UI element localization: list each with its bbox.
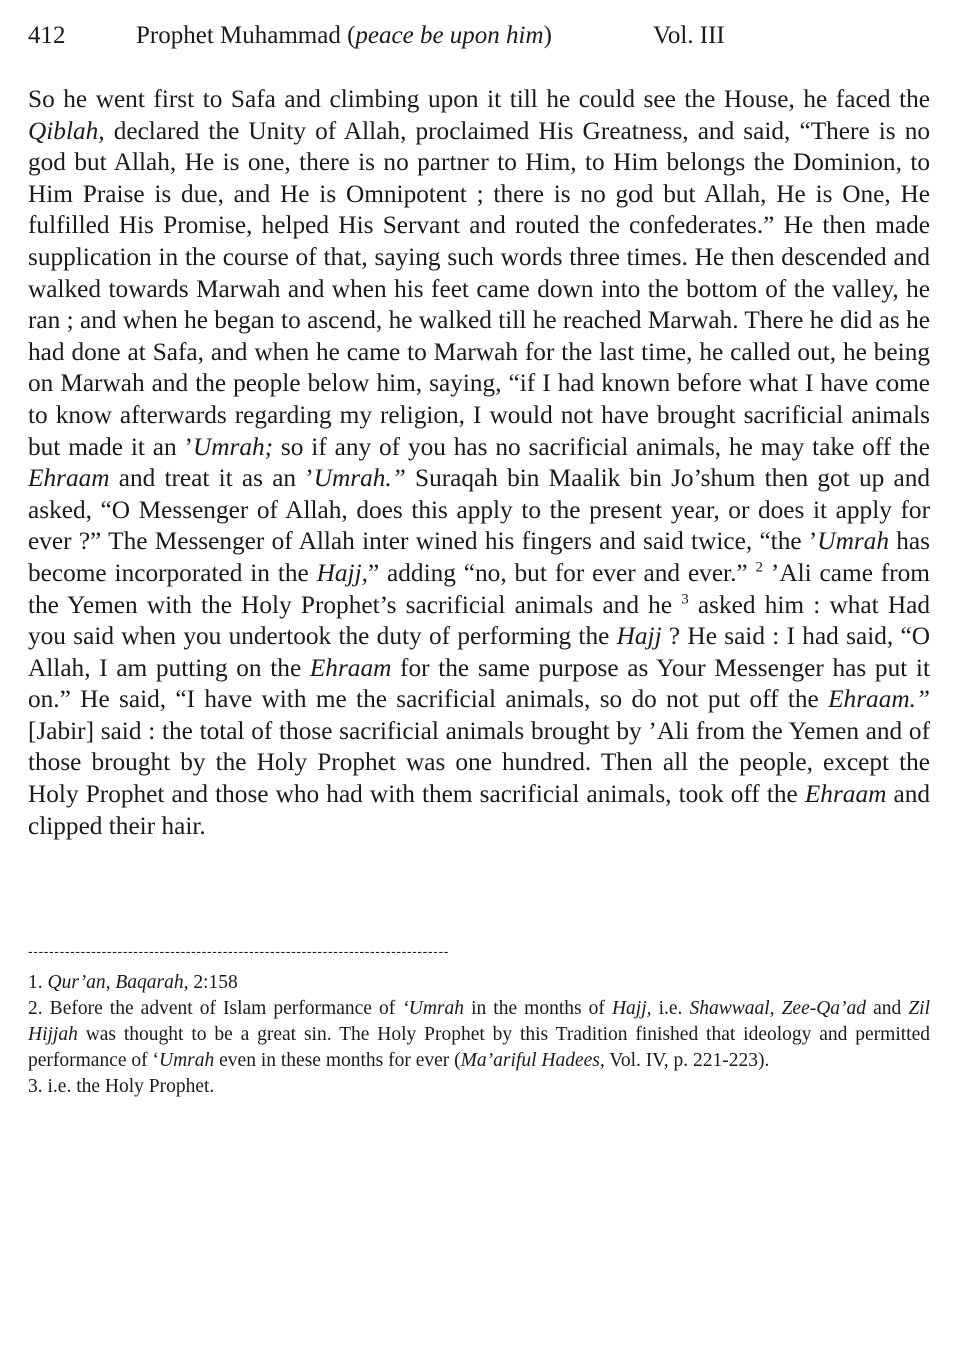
footnote-ref-3: 3 [681,591,689,608]
page-header [28,22,928,54]
running-title: Prophet Muhammad (peace be upon him) [136,22,552,49]
footnote-ref-2: 2 [755,559,764,576]
footnote-separator: -------------------------------------------------------------------------------- [28,943,449,959]
footnotes [28,970,930,1100]
footnote-1: 1. Qur’an, Baqarah, 2:158 [28,972,238,993]
page-number: 412 [28,22,66,49]
paragraph-text: So he went first to Safa and climbing upon it till he could see the House, he faced the Qiblah, declared the Unity of Allah, proclaimed His Greatness, and said, “There is no god but Allah, He is one, there is no partner to Him, to Him belongs the Dominion, to Him Praise is due, and He is Omnipotent ; there is no god but Allah, He is One, He fulfilled His Promise, helped His Servant and routed the confederates.” He then made supplication in the course of that, saying such words three times. He then descended and walked towards Marwah and when his feet came down into the bottom of the valley, he ran ; and when he began to ascend, he walked till he reached Marwah. There he did as he had done at Safa, and when he came to Marwah for the last time, he called out, he being on Marwah and the people below him, saying, “if I had known before what I have come to know afterwards regarding my religion, I would not have brought sacrificial animals but made it an ’Umrah; so if any of you has no sacrificial animals, he may take off the Ehraam and treat it as an ’Umrah.” Suraqah bin Maalik bin Jo’shum then got up and asked, “O Messenger of Allah, does this apply to the present year, or does it apply for ever ?” The Messenger of Allah inter wined his fingers and said twice, “the ’Umrah has become incorporated in the Hajj,” adding “no, but for ever and ever.” $^2$ ’Ali came from the Yemen with the Holy Prophet’s sacrificial animals and he $^3$ asked him : what Had you said when you undertook the duty of performing the Hajj ? He said : I had said, “O Allah, I am putting on the Ehraam for the same purpose as Your Messenger has put it on.” He said, “I have with me the sacrificial animals, so do not put off the Ehraam.” [Jabir] said : the total of those sacrificial animals brought by ’Ali from the Yemen and of those brought by the Holy Prophet was one hundred. Then all the people, except the Holy Prophet and those who had with them sacrificial animals, took off the Ehraam and clipped their hair. [28,85,930,840]
main-paragraph [28,84,930,842]
footnote-2: 2. Before the advent of Islam performance of ‘Umrah in the months of Hajj, i.e. Shawwaal, Zee-Qa’ad and Zil Hijjah was thought to be a great sin. The Holy Prophet by this Tradition finished that ideology and permitted performance of ‘Umrah even in these months for ever (Ma’ariful Hadees, Vol. IV, p. 221-223). [28,998,931,1071]
footnote-3: 3. i.e. the Holy Prophet. [28,1076,215,1097]
volume-label: Vol. III [653,22,725,49]
